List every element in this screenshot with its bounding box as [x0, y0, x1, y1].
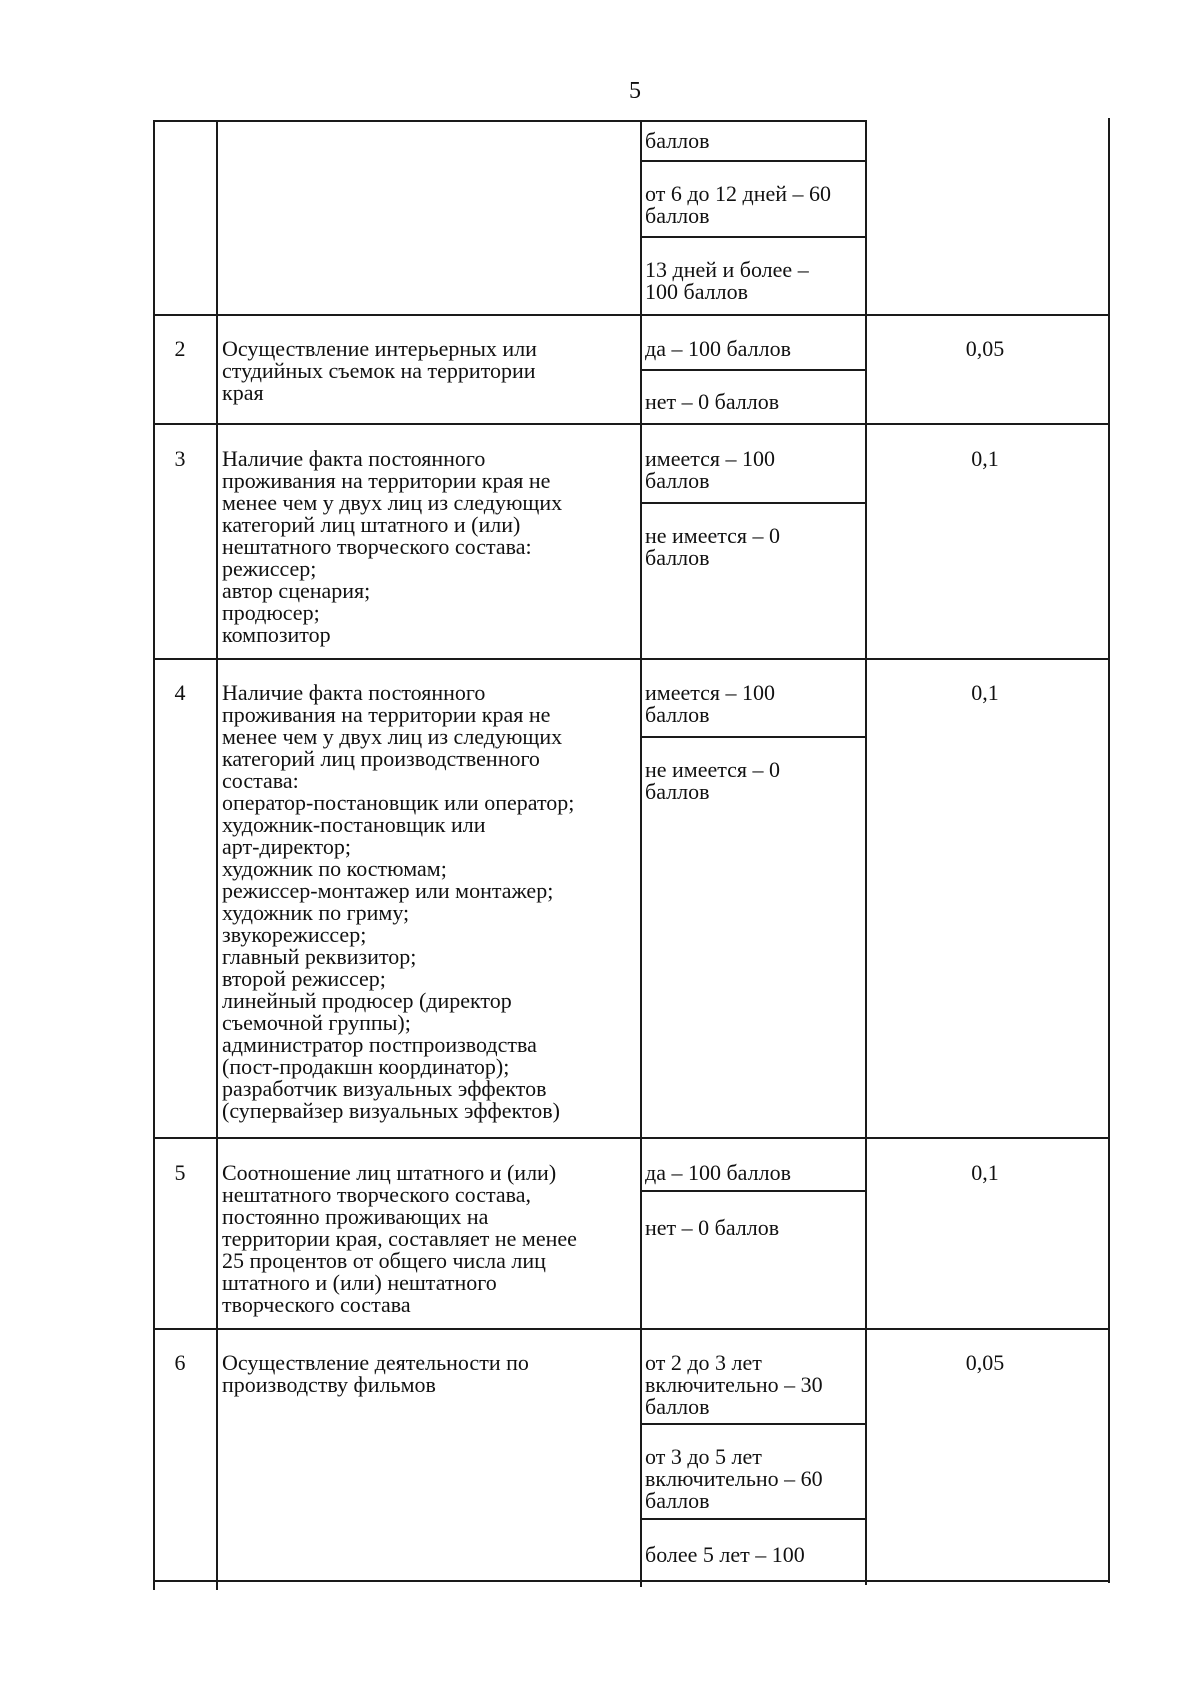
grid-line [153, 423, 1109, 425]
grid-line [640, 369, 866, 371]
grid-line [216, 120, 218, 1590]
grid-line [1108, 118, 1110, 1583]
grid-line [153, 1580, 1109, 1582]
weight-value: 0,1 [971, 1160, 999, 1185]
grid-line [640, 1423, 866, 1425]
criterion-text: Осуществление деятельности по производству фильмов [222, 1350, 529, 1397]
grid-line [153, 1137, 1109, 1139]
page-number: 5 [629, 78, 641, 104]
option-text: имеется – 100 баллов [645, 680, 775, 727]
grid-line [153, 120, 155, 1590]
option-text: нет – 0 баллов [645, 389, 780, 414]
option-text: 13 дней и более – 100 баллов [645, 257, 809, 304]
criterion-text: Соотношение лиц штатного и (или) нештатного творческого состава, постоянно проживающих на территории края, составляет не менее 25 процентов от общего числа лиц штатного и (или) нештатного творческого состава [222, 1160, 577, 1317]
weight-value: 0,05 [965, 336, 1005, 361]
row-number: 5 [174, 1160, 186, 1185]
option-text: нет – 0 баллов [645, 1215, 780, 1240]
row-number: 2 [174, 336, 186, 361]
grid-line [640, 1518, 866, 1520]
grid-line [153, 120, 866, 122]
row-number: 3 [174, 446, 186, 471]
criterion-text: Наличие факта постоянного проживания на территории края не менее чем у двух лиц из следующих категорий лиц производственного состава: оператор-постановщик или оператор; художник-постановщик или арт-директор; художник по костюмам; режиссер-монтажер или монтажер; художник по гриму; звукорежиссер; главный реквизитор; второй режиссер; линейный продюсер (директор съемочной группы); администратор постпроизводства (пост-продакшн координатор); разработчик визуальных эффектов (супервайзер визуальных эффектов) [222, 680, 575, 1123]
option-text: более 5 лет – 100 [645, 1542, 805, 1567]
row-number: 4 [174, 680, 186, 705]
grid-line [640, 502, 866, 504]
option-text: имеется – 100 баллов [645, 446, 775, 493]
option-text: от 2 до 3 лет включительно – 30 баллов [645, 1350, 823, 1419]
grid-line [865, 120, 867, 1585]
grid-line [153, 1328, 1109, 1330]
grid-line [640, 160, 866, 162]
option-text: не имеется – 0 баллов [645, 523, 781, 570]
grid-line [640, 736, 866, 738]
option-text: от 6 до 12 дней – 60 баллов [645, 181, 832, 228]
grid-line [640, 236, 866, 238]
option-text: от 3 до 5 лет включительно – 60 баллов [645, 1444, 823, 1513]
option-text: не имеется – 0 баллов [645, 757, 781, 804]
weight-value: 0,1 [971, 680, 999, 705]
grid-line [640, 120, 642, 1587]
option-text: да – 100 баллов [645, 336, 791, 361]
weight-value: 0,1 [971, 446, 999, 471]
weight-value: 0,05 [965, 1350, 1005, 1375]
grid-line [153, 314, 1109, 316]
grid-line [640, 1190, 866, 1192]
grid-line [153, 658, 1109, 660]
option-text: баллов [645, 128, 710, 153]
criterion-text: Наличие факта постоянного проживания на территории края не менее чем у двух лиц из следующих категорий лиц штатного и (или) нештатного творческого состава: режиссер; автор сценария; продюсер; композитор [222, 446, 563, 647]
option-text: да – 100 баллов [645, 1160, 791, 1185]
row-number: 6 [174, 1350, 186, 1375]
criterion-text: Осуществление интерьерных или студийных съемок на территории края [222, 336, 537, 405]
